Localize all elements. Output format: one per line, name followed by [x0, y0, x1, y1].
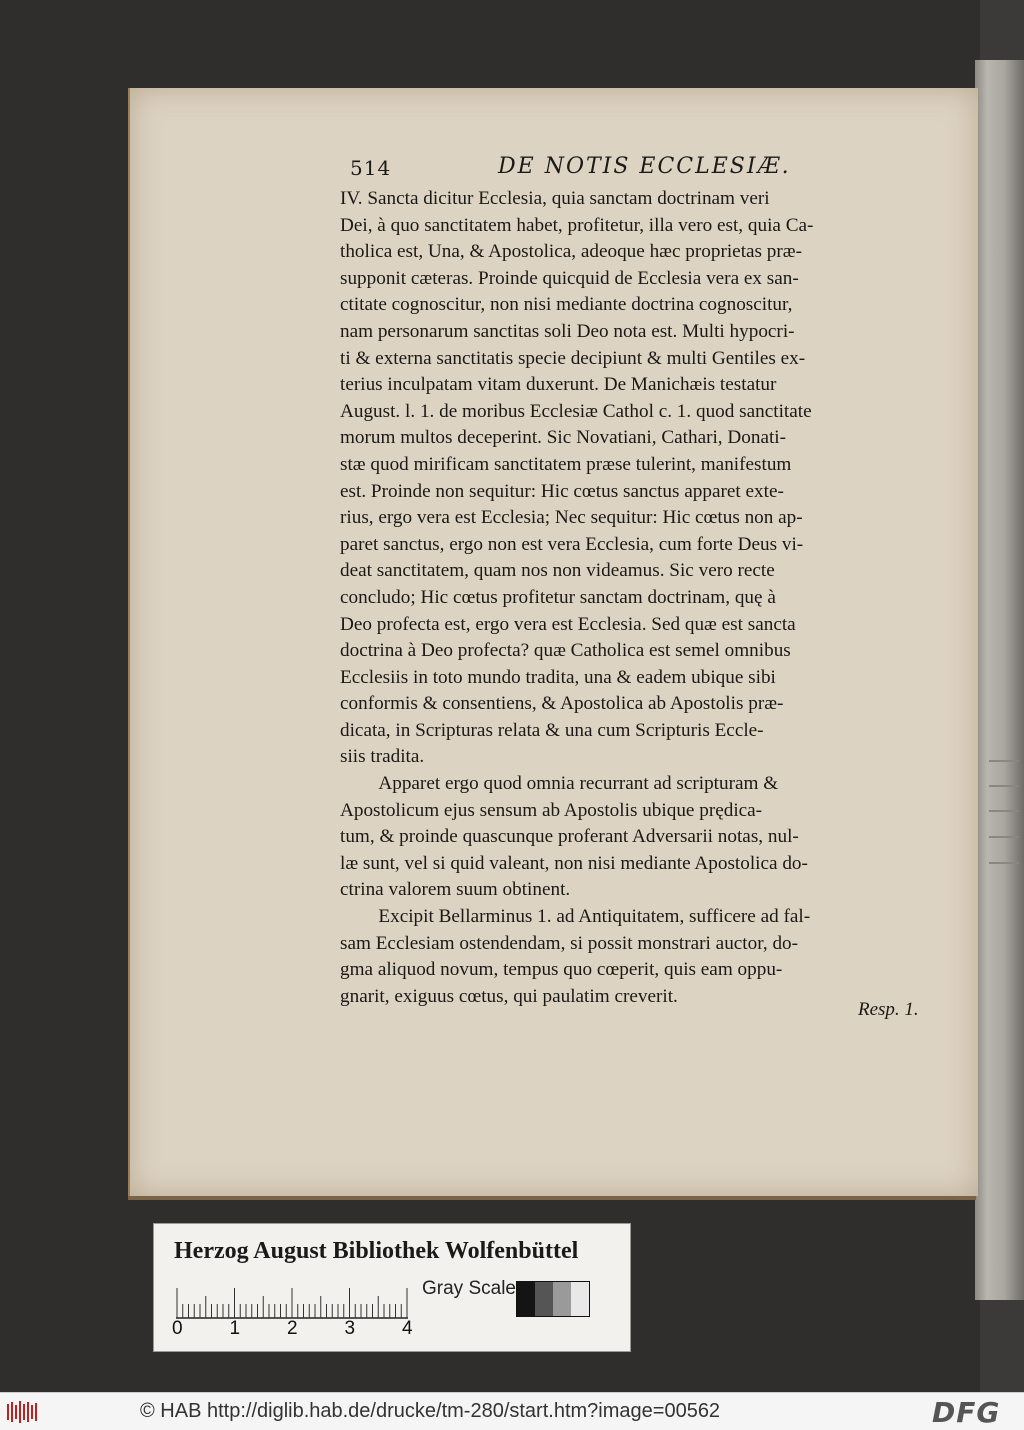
text-line: Apparet ergo quod omnia recurrant ad scripturam &	[340, 773, 779, 795]
text-line: Ecclesiis in toto mundo tradita, una & eadem ubique sibi	[340, 666, 776, 688]
hab-logo-icon	[6, 1400, 40, 1424]
text-line: IV. Sancta dicitur Ecclesia, quia sanctam doctrinam veri	[340, 188, 770, 209]
text-line: gnarit, exiguus cœtus, qui paulatim creverit.	[340, 985, 678, 1007]
text-line: conformis & consentiens, & Apostolica ab Apostolis præ-	[340, 693, 784, 715]
text-line: doctrina à Deo profecta? quæ Catholica est semel omnibus	[340, 640, 791, 662]
text-line: tum, & proinde quascunque proferant Adversarii notas, nul-	[340, 826, 799, 848]
text-line: supponit cæteras. Proinde quicquid de Ecclesia vera ex san-	[340, 267, 799, 289]
text-line: Apostolicum ejus sensum ab Apostolis ubique prędica-	[340, 799, 763, 821]
page-number: 514	[350, 156, 392, 180]
gray-scale-swatch	[516, 1281, 590, 1317]
facing-page-edge	[975, 60, 1024, 1300]
text-line: ti & externa sanctitatis specie decipiunt & multi Gentiles ex-	[340, 347, 806, 369]
text-line: nam personarum sanctitas soli Deo nota est. Multi hypocri-	[340, 320, 795, 342]
text-line: Dei, à quo sanctitatem habet, profitetur, illa vero est, quia Ca-	[340, 214, 814, 236]
text-line: est. Proinde non sequitur: Hic cœtus sanctus apparet exte-	[340, 480, 784, 502]
catchword: Resp. 1.	[858, 999, 919, 1020]
text-line: terius inculpatam vitam duxerunt. De Manichæis testatur	[340, 374, 777, 396]
library-card	[153, 1223, 631, 1352]
text-line: tholica est, Una, & Apostolica, adeoque hæc proprietas præ-	[340, 241, 802, 263]
ruler-number: 3	[344, 1318, 356, 1339]
body-text	[340, 186, 928, 1010]
footer-bar	[0, 1392, 1024, 1430]
gray-swatch	[571, 1282, 589, 1316]
ruler-scale	[176, 1274, 408, 1320]
text-line: ctrina valorem suum obtinent.	[340, 879, 571, 901]
page-header	[350, 152, 910, 186]
running-head: DE NOTIS ECCLESIÆ.	[498, 154, 791, 179]
text-line: ctitate cognoscitur, non nisi mediante doctrina cognoscitur,	[340, 294, 793, 316]
text-line: concludo; Hic cœtus profitetur sanctam doctrinam, quę à	[340, 586, 776, 608]
text-line: Excipit Bellarminus 1. ad Antiquitatem, sufficere ad fal-	[340, 906, 811, 928]
text-line: paret sanctus, ergo non est vera Ecclesia, cum forte Deus vi-	[340, 533, 804, 555]
library-name: Herzog August Bibliothek Wolfenbüttel	[174, 1238, 579, 1264]
footer-permalink[interactable]: © HAB http://diglib.hab.de/drucke/tm-280/start.htm?image=00562	[140, 1400, 721, 1422]
ruler-numbers	[172, 1318, 412, 1340]
text-line: siis tradita.	[340, 746, 425, 768]
ruler-number: 1	[229, 1318, 241, 1339]
text-line: stæ quod mirificam sanctitatem præse tulerint, manifestum	[340, 453, 792, 475]
gray-swatch	[517, 1282, 535, 1316]
gray-swatch	[535, 1282, 553, 1316]
ruler-number: 2	[287, 1318, 298, 1339]
dfg-logo: DFG	[932, 1396, 1001, 1429]
text-line: gma aliquod novum, tempus quo cœperit, quis eam oppu-	[340, 959, 783, 981]
text-line: rius, ergo vera est Ecclesia; Nec sequitur: Hic cœtus non ap-	[340, 507, 803, 529]
text-line: deat sanctitatem, quam nos non videamus. Sic vero recte	[340, 560, 775, 582]
gray-swatch	[553, 1282, 571, 1316]
text-line: Deo profecta est, ergo vera est Ecclesia. Sed quæ est sancta	[340, 613, 796, 635]
text-line: sam Ecclesiam ostendendam, si possit monstrari auctor, do-	[340, 932, 799, 954]
gray-scale-label: Gray Scale	[422, 1278, 516, 1299]
text-line: dicata, in Scripturas relata & una cum Scripturis Eccle-	[340, 719, 764, 741]
text-line: morum multos deceperint. Sic Novatiani, Cathari, Donati-	[340, 427, 787, 449]
text-line: August. l. 1. de moribus Ecclesiæ Cathol c. 1. quod sanctitate	[340, 400, 812, 422]
text-line: læ sunt, vel si quid valeant, non nisi mediante Apostolica do-	[340, 852, 808, 874]
ruler-number: 0	[172, 1318, 183, 1339]
ruler-number: 4	[402, 1318, 413, 1339]
page-bottom-edge	[128, 1196, 976, 1200]
